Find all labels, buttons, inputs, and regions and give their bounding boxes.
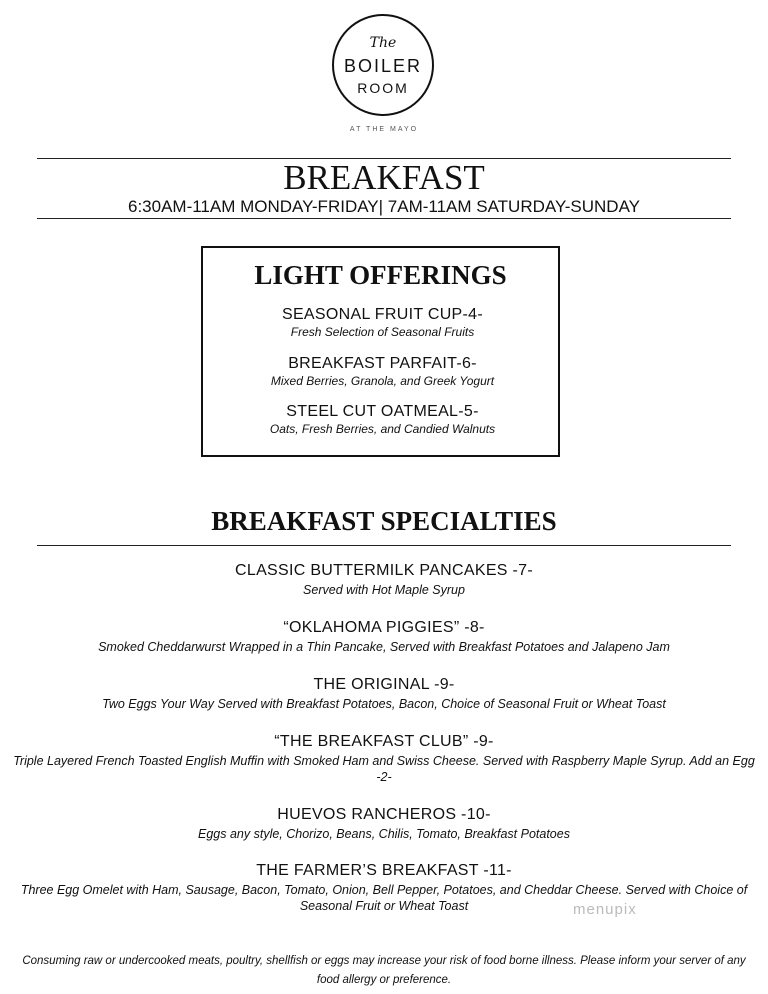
menu-title: BREAKFAST — [283, 158, 485, 197]
menu-item-description: Three Egg Omelet with Ham, Sausage, Bacon, Tomato, Onion, Bell Pepper, Potatoes, and Cheddar Cheese. Served with Choice of Seasonal Fruit or Wheat Toast — [20, 883, 748, 913]
menu-item-name: SEASONAL FRUIT CUP-4- — [281, 306, 483, 323]
menu-item-name: THE ORIGINAL -9- — [313, 676, 455, 693]
light-offerings-box — [201, 246, 560, 457]
logo-room: ROOM — [357, 80, 409, 96]
menu-item — [0, 619, 768, 655]
logo-boiler: BOILER — [343, 56, 423, 76]
header-divider-bottom — [37, 218, 731, 219]
menu-item-description: Mixed Berries, Granola, and Greek Yogurt — [270, 374, 495, 388]
logo-the: The — [369, 35, 397, 51]
specialties-divider — [37, 545, 731, 546]
menu-item — [0, 562, 768, 598]
menu-item-name: THE FARMER’S BREAKFAST -11- — [256, 862, 512, 879]
menu-item — [203, 355, 562, 388]
menu-item-description: Oats, Fresh Berries, and Candied Walnuts — [269, 422, 496, 436]
menu-item-description: Smoked Cheddarwurst Wrapped in a Thin Pancake, Served with Breakfast Potatoes and Jalapeno Jam — [98, 640, 670, 654]
menu-item-description: Served with Hot Maple Syrup — [303, 583, 465, 597]
menu-item — [0, 806, 768, 842]
allergy-disclaimer: Consuming raw or undercooked meats, poultry, shellfish or eggs may increase your risk of food borne illness. Please inform your server of any food allergy or preference. — [22, 955, 746, 986]
menu-item — [203, 306, 562, 339]
menu-item — [203, 403, 562, 436]
menu-item — [8, 733, 760, 785]
menu-item-name: HUEVOS RANCHEROS -10- — [277, 806, 491, 823]
menu-item-name: “OKLAHOMA PIGGIES” -8- — [283, 619, 485, 636]
menu-item-name: “THE BREAKFAST CLUB” -9- — [274, 733, 494, 750]
menu-item-name: CLASSIC BUTTERMILK PANCAKES -7- — [235, 562, 533, 579]
watermark: menupix — [573, 901, 637, 918]
menu-item-description: Triple Layered French Toasted English Muffin with Smoked Ham and Swiss Cheese. Served with Raspberry Maple Syrup. Add an Egg -2- — [13, 754, 755, 784]
menu-item — [18, 862, 750, 914]
menu-item-name: STEEL CUT OATMEAL-5- — [286, 403, 479, 420]
menu-hours: 6:30AM-11AM MONDAY-FRIDAY| 7AM-11AM SATURDAY-SUNDAY — [127, 197, 640, 216]
light-offerings-title: LIGHT OFFERINGS — [254, 260, 507, 290]
logo-tagline: AT THE MAYO — [349, 126, 419, 133]
menu-item — [0, 676, 768, 712]
specialties-title: BREAKFAST SPECIALTIES — [211, 506, 557, 536]
restaurant-logo — [332, 14, 434, 116]
menu-item-description: Two Eggs Your Way Served with Breakfast Potatoes, Bacon, Choice of Seasonal Fruit or Wheat Toast — [102, 697, 666, 711]
menu-item-description: Fresh Selection of Seasonal Fruits — [290, 325, 475, 339]
menu-item-description: Eggs any style, Chorizo, Beans, Chilis, Tomato, Breakfast Potatoes — [198, 827, 570, 841]
menu-item-name: BREAKFAST PARFAIT-6- — [288, 355, 477, 372]
